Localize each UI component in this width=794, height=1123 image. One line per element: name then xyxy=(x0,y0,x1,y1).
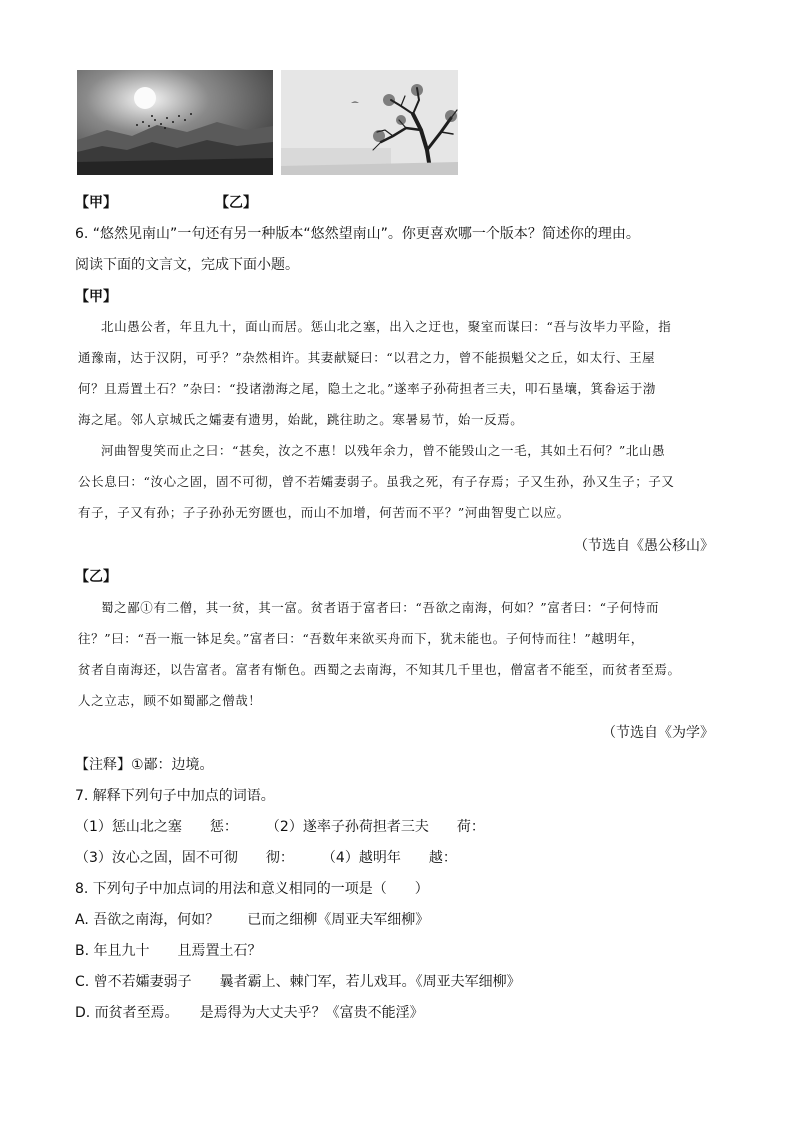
passage-jia-line: 北山愚公者，年且九十，面山而居。惩山北之塞，出入之迂也，聚室而谋曰：“吾与汝毕力平险，指 xyxy=(101,319,672,334)
question-7-stem: 7. 解释下列句子中加点的词语。 xyxy=(75,788,275,804)
passage-jia-source: （节选自《愚公移山》 xyxy=(574,538,714,554)
image-jia-sunset xyxy=(77,70,273,175)
question-7-row-2: （3）汝心之固，固不可彻 彻： （4）越明年 越： xyxy=(75,850,457,866)
caption-jia: 【甲】 xyxy=(75,195,117,211)
question-7-row-1: （1）惩山北之塞 惩： （2）遂率子孙荷担者三夫 荷： xyxy=(75,819,485,835)
question-8-option-c: C. 曾不若孀妻弱子 曩者霸上、棘门军，若儿戏耳。《周亚夫军细柳》 xyxy=(75,974,521,990)
passage-yi-source: （节选自《为学》 xyxy=(602,725,714,741)
passage-yi-line: 往？”曰：“吾一瓶一钵足矣。”富者曰：“吾数年来欲买舟而下，犹未能也。子何恃而往！”越明年， xyxy=(78,631,644,646)
question-8-option-d: D. 而贫者至焉。 是焉得为大丈夫乎？《富贵不能淫》 xyxy=(75,1005,424,1021)
passage-yi-line: 蜀之鄙①有二僧，其一贫，其一富。贫者语于富者曰：“吾欲之南海，何如？”富者曰：“子何恃而 xyxy=(101,600,660,615)
passage-jia-line: 海之尾。邻人京城氏之孀妻有遗男，始龀，跳往助之。寒暑易节，始一反焉。 xyxy=(78,412,524,427)
question-8-stem: 8. 下列句子中加点词的用法和意义相同的一项是（ ） xyxy=(75,881,429,897)
passage-jia-line: 河曲智叟笑而止之曰：“甚矣，汝之不惠！以残年余力，曾不能毁山之一毛，其如土石何？”北山愚 xyxy=(101,443,666,458)
passage-jia-header: 【甲】 xyxy=(75,289,117,305)
passage-jia-line: 通豫南，达于汉阴，可乎？”杂然相许。其妻献疑曰：“以君之力，曾不能损魁父之丘，如太行、王屋 xyxy=(78,350,656,365)
passage-jia-line: 何？且焉置土石？”杂曰：“投诸渤海之尾，隐土之北。”遂率子孙荷担者三夫，叩石垦壤，箕畚运于渤 xyxy=(78,381,657,396)
image-yi-tree xyxy=(281,70,458,175)
annotation-note: 【注释】①鄙：边境。 xyxy=(75,757,214,773)
passage-yi-line: 贫者自南海还，以告富者。富者有惭色。西蜀之去南海，不知其几千里也，僧富者不能至，而贫者至焉。 xyxy=(78,662,681,677)
bare-tree-icon xyxy=(281,70,458,175)
caption-yi: 【乙】 xyxy=(215,195,257,211)
passage-yi-line: 人之立志，顾不如蜀鄙之僧哉！ xyxy=(78,693,262,708)
sunset-landscape-icon xyxy=(77,70,273,175)
question-8-option-b: B. 年且九十 且焉置土石？ xyxy=(75,943,262,959)
passage-jia-line: 有子，子又有孙；子子孙孙无穷匮也，而山不加增，何苦而不平？”河曲智叟亡以应。 xyxy=(78,505,570,520)
passage-yi-header: 【乙】 xyxy=(75,569,117,585)
question-6: 6. “悠然见南山”一句还有另一种版本“悠然望南山”。你更喜欢哪一个版本？简述你的理由。 xyxy=(75,226,640,242)
reading-instruction: 阅读下面的文言文，完成下面小题。 xyxy=(75,257,299,273)
question-8-option-a: A. 吾欲之南海，何如？ 已而之细柳《周亚夫军细柳》 xyxy=(75,912,430,928)
passage-jia-line: 公长息曰：“汝心之固，固不可彻，曾不若孀妻弱子。虽我之死，有子存焉；子又生孙，孙又生子；子又 xyxy=(78,474,675,489)
